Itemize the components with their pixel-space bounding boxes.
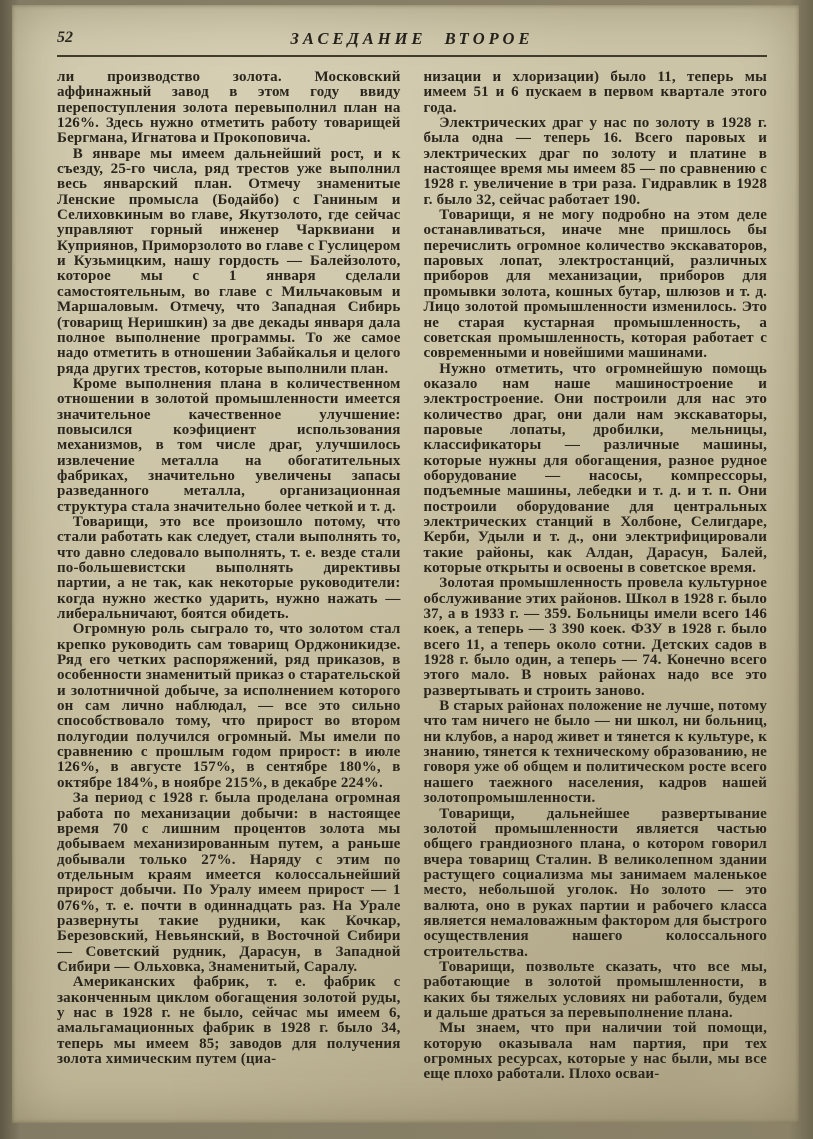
left-column [57, 70, 401, 1116]
paragraph: За период с 1928 г. была проделана огромная работа по механизации добычи: в настоящее время 70 с лишним процентов золота мы добываем механизированным путем, а раньше добывали только 27%. Наряду с этим по отдельным краям имеется колоссальнейший прирост добычи. По Уралу имеем прирост — 1 076%, т. е. почти в одиннадцать раз. На Урале развернуты такие рудники, как Кочкар, Березовский, Невьянский, в Восточной Сибири — Советский рудник, Дарасун, в Западной Сибири — Ольховка, Знаменитый, Саралу. [57, 790, 401, 975]
paragraph: Мы знаем, что при наличии той помощи, которую оказывала нам партия, при тех огромных ресурсах, которые у нас были, мы все еще плохо работали. Плохо осваи- [423, 1020, 767, 1083]
paragraph: Товарищи, это все произошло потому, что стали работать как следует, стали выполнять то, что давно следовало выполнять, т. е. везде стали по-большевистски выполнять директивы партии, а не так, как некоторые руководители: когда нужно жестко ударить, нужно нажать — либеральничают, боятся обидеть. [57, 513, 401, 623]
header-divider [57, 55, 767, 57]
paragraph: ли производство золота. Московский аффинажный завод в этом году ввиду перепоступления золота перевыполнил план на 126%. Здесь нужно отметить работу товарищей Бергмана, Игнатова и Прокоповича. [57, 70, 401, 147]
paragraph: Товарищи, дальнейшее развертывание золотой промышленности является частью общего грандиозного плана, о котором говорил вчера товарищ Сталин. В великолепном здании растущего социализма мы занимаем маленькое место, небольшой уголок. Но золото — это валюта, оно в руках партии и рабочего класса является немаловажным фактором для быстрого осуществления нашего колоссального строительства. [423, 805, 767, 960]
paragraph: Электрических драг у нас по золоту в 1928 г. была одна — теперь 16. Всего паровых и электрических драг по золоту и платине в настоящее время мы имеем 85 — по сравнению с 1928 г. увеличение в три раза. Гидравлик в 1928 г. было 32, сейчас работает 190. [423, 115, 767, 208]
paragraph: Нужно отметить, что огромнейшую помощь оказало нам наше машиностроение и электростроение. Они построили для нас это количество драг, они дали нам экскаваторы, паровые лопаты, дробилки, мельницы, классификаторы — различные машины, которые нужны для обогащения, разное рудное оборудование — насосы, компрессоры, подъемные машины, лебедки и т. д. и т. п. Они построили оборудование для центральных электрических станций в Холбоне, Селигдаре, Керби, Удыли и т. д., они электрифицировали такие районы, как Алдан, Дарасун, Балей, которые открыты и освоены в советское время. [423, 360, 767, 576]
right-column [424, 70, 768, 1116]
paragraph: В старых районах положение не лучше, потому что там ничего не было — ни школ, ни больниц, ни клубов, а народ живет и тянется к культуре, к знанию, тянется к техническому образованию, не говоря уже об общем и политическом росте всего нашего таежного населения, кадров нашей золотопромышленности. [423, 698, 767, 807]
page-title: ЗАСЕДАНИЕ ВТОРОЕ [290, 29, 534, 48]
paragraph: Товарищи, я не могу подробно на этом деле останавливаться, иначе мне пришлось бы перечислить огромное количество экскаваторов, паровых лопат, электростанций, различных приборов для механизации, приборов для промывки золота, кошных бутар, шлюзов и т. д. Лицо золотой промышленности изменилось. Это не старая кустарная промышленность, а советская промышленность, которая работает с современными и новейшими машинами. [423, 207, 767, 362]
paragraph: низации и хлоризации) было 11, теперь мы имеем 51 и 6 пускаем в первом квартале этого года. [423, 70, 767, 116]
paragraph: Американских фабрик, т. е. фабрик с законченным циклом обогащения золотой руды, у нас в 1928 г. не было, сейчас мы имеем 6, амальгамационных фабрик в 1928 г. было 34, теперь мы имеем 85; заводов для получения золота химическим путем (циа- [57, 974, 401, 1067]
paragraph: Кроме выполнения плана в количественном отношении в золотой промышленности имеется значительное качественное улучшение: повысился коэфициент использования механизмов, в том числе драг, улучшилось извлечение металла на обогатительных фабриках, значительно увеличены запасы разведанного металла, организационная структура стала значительно более четкой и т. д. [57, 375, 401, 515]
paragraph: Золотая промышленность провела культурное обслуживание этих районов. Школ в 1928 г. было 37, а в 1933 г. — 359. Больницы имели всего 146 коек, а теперь — 3 390 коек. ФЗУ в 1928 г. было всего 11, а теперь около сотни. Детских садов в 1928 г. было один, а теперь — 74. Конечно всего этого мало. В новых районах надо все это развертывать и строить заново. [423, 575, 767, 699]
text-columns [57, 70, 767, 1116]
paragraph: Огромную роль сыграло то, что золотом стал крепко руководить сам товарищ Орджоникидзе. Ряд его четких распоряжений, ряд приказов, в особенности знаменитый приказ о старательской и золотничной добыче, за исполнением которого он сам лично наблюдал, — все это сильно способствовало тому, что прирост во втором полугодии получился огромный. Мы имели по сравнению с прошлым годом прирост: в июле 126%, в августе 157%, в сентябре 180%, в октябре 184%, в ноябре 215%, в декабре 224%. [57, 621, 401, 791]
paragraph: Товарищи, позвольте сказать, что все мы, работающие в золотой промышленности, в каких бы тяжелых условиях ни работали, будем и дальше драться за перевыполнение плана. [423, 958, 767, 1021]
document-page [12, 5, 799, 1123]
paragraph: В январе мы имеем дальнейший рост, и к съезду, 25-го числа, ряд трестов уже выполнил весь январский план. Отмечу знаменитые Ленские промысла (Бодайбо) с Ганиным и Селиховкиным во главе, Якутзолото, где сейчас управляют горный инженер Чарквиани и Куприянов, Приморзолото во главе с Гуслицером и Кузьмицким, нашу гордость — Балейзолото, которое мы с 1 января сделали самостоятельным, во главе с Мильчаковым и Маршаловым. Отмечу, что Западная Сибирь (товарищ Неришкин) за две декады января дала полное выполнение программы. То же самое надо отметить в отношении Забайкалья и целого ряда других трестов, которые выполнили план. [57, 145, 401, 377]
page-header [57, 29, 767, 53]
page-number: 52 [57, 29, 73, 46]
